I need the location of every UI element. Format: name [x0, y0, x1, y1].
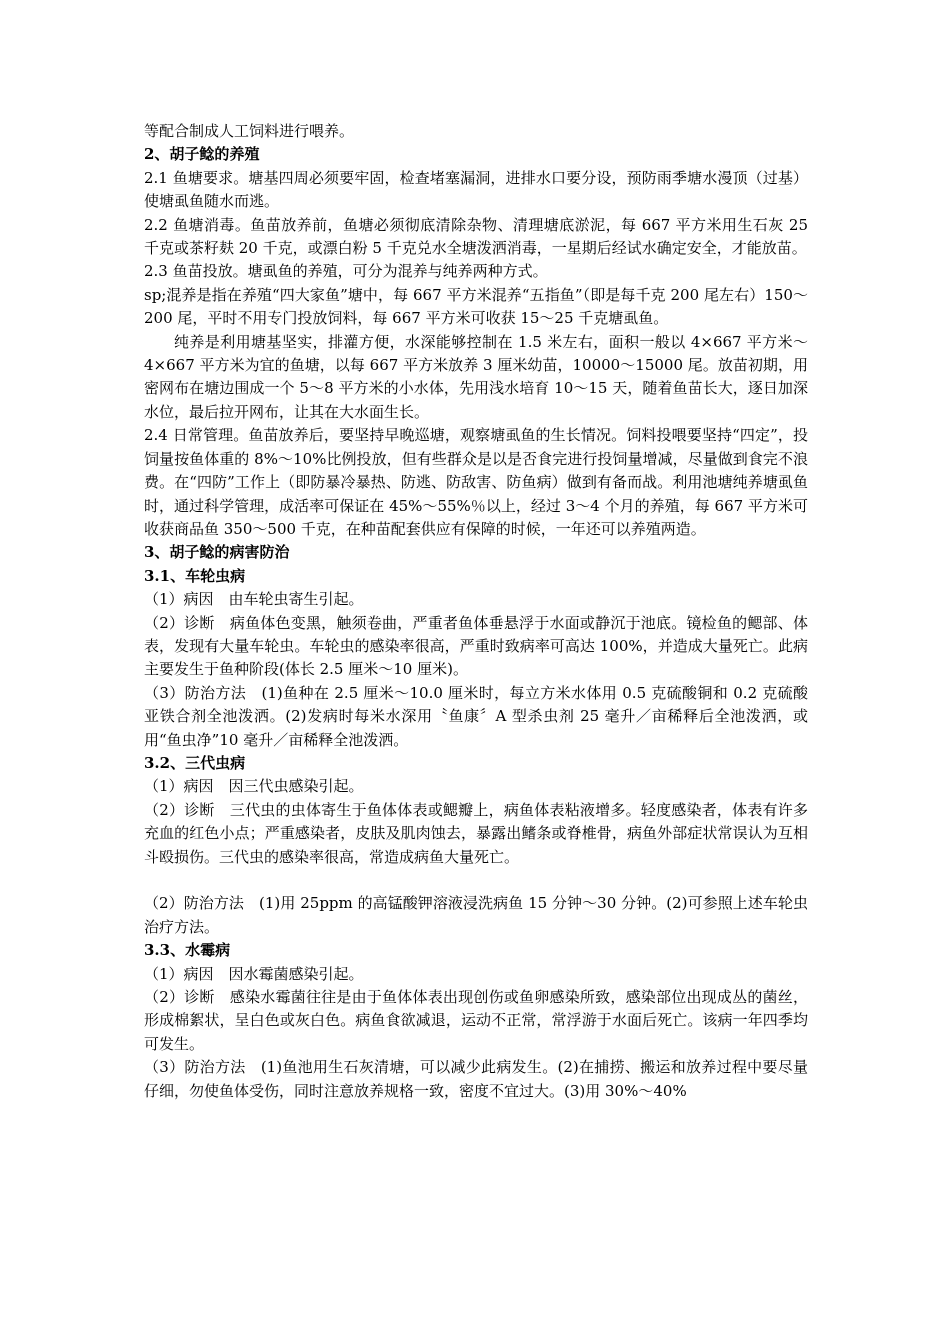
paragraph: 纯养是利用塘基坚实，排灌方便，水深能够控制在 1.5 米左右，面积一般以 4×667 平方米～4×667 平方米为宜的鱼塘，以每 667 平方米放养 3 厘米幼苗，10000～15000 尾。放苗初期，用密网布在塘边围成一个 5～8 平方米的小水体，先用浅水培育 10～15 天，随着鱼苗长大，逐日加深水位，最后拉开网布，让其在大水面生长。 [144, 332, 808, 421]
paragraph: （2）诊断 感染水霉菌往往是由于鱼体体表出现创伤或鱼卵感染所致，感染部位出现成丛的菌丝，形成棉絮状，呈白色或灰白色。病鱼食欲减退，运动不正常，常浮游于水面后死亡。该病一年四季均可发生。 [144, 988, 808, 1053]
paragraph: 2.2 鱼塘消毒。鱼苗放养前，鱼塘必须彻底清除杂物、清理塘底淤泥，每 667 平方米用生石灰 25 千克或茶籽麸 20 千克，或漂白粉 5 千克兑水全塘泼洒消毒，一星期后经试水确定安全，才能放苗。 [144, 215, 808, 258]
blank-line [144, 869, 808, 892]
paragraph: （2）诊断 三代虫的虫体寄生于鱼体体表或鳃瓣上，病鱼体表粘液增多。轻度感染者，体表有许多充血的红色小点；严重感染者，皮肤及肌肉蚀去，暴露出鳍条或脊椎骨，病鱼外部症状常误认为互相斗殴损伤。三代虫的感染率很高，常造成病鱼大量死亡。 [144, 800, 808, 866]
paragraph: （2）诊断 病鱼体色变黑，触须卷曲，严重者鱼体垂悬浮于水面或静沉于池底。镜检鱼的鳃部、体表，发现有大量车轮虫。车轮虫的感染率很高，严重时致病率可高达 100%，并造成大量死亡。此病主要发生于鱼种阶段(体长 2.5 厘米～10 厘米)。 [144, 613, 808, 679]
section-heading: 3.1、车轮虫病 [144, 566, 246, 585]
paragraph: （2）防治方法 (1)用 25ppm 的高锰酸钾溶液浸洗病鱼 15 分钟～30 分钟。(2)可参照上述车轮虫治疗方法。 [144, 894, 808, 936]
section-heading: 2、胡子鲶的养殖 [144, 145, 260, 164]
document-body [144, 120, 808, 1103]
section-heading: 3.3、水霉病 [144, 941, 231, 960]
section-heading: 3.2、三代虫病 [144, 753, 246, 772]
paragraph: 2.3 鱼苗投放。塘虱鱼的养殖，可分为混养与纯养两种方式。 [144, 262, 548, 281]
paragraph: （1）病因 因水霉菌感染引起。 [144, 964, 364, 983]
paragraph: 2.1 鱼塘要求。塘基四周必须要牢固，检查堵塞漏洞，进排水口要分设，预防雨季塘水漫顶（过基）使塘虱鱼随水而逃。 [144, 168, 808, 211]
paragraph: （1）病因 因三代虫感染引起。 [144, 777, 364, 796]
paragraph: 2.4 日常管理。鱼苗放养后，要坚持早晚巡塘，观察塘虱鱼的生长情况。饲料投喂要坚持“四定”，投饲量按鱼体重的 8%～10%比例投放，但有些群众是以是否食完进行投饲量增减，尽量做到食完不浪费。在“四防”工作上（即防暴冷暴热、防逃、防敌害、防鱼病）做到有备而战。利用池塘纯养塘虱鱼时，通过科学管理，成活率可保证在 45%～55%％以上，经过 3～4 个月的养殖，每 667 平方米可收获商品鱼 350～500 千克，在种苗配套供应有保障的时候，一年还可以养殖两造。 [144, 426, 808, 538]
section-heading: 3、胡子鲶的病害防治 [144, 543, 290, 562]
paragraph: sp;混养是指在养殖“四大家鱼”塘中，每 667 平方米混养“五指鱼”（即是每千克 200 尾左右）150～200 尾，平时不用专门投放饲料，每 667 平方米可收获 15～25 千克塘虱鱼。 [144, 285, 808, 328]
paragraph: （1）病因 由车轮虫寄生引起。 [144, 590, 364, 609]
paragraph: 等配合制成人工饲料进行喂养。 [144, 122, 355, 140]
paragraph: （3）防治方法 (1)鱼池用生石灰清塘，可以减少此病发生。(2)在捕捞、搬运和放养过程中要尽量仔细，勿使鱼体受伤，同时注意放养规格一致，密度不宜过大。(3)用 30%～40% [144, 1058, 808, 1100]
paragraph: （3）防治方法 (1)鱼种在 2.5 厘米～10.0 厘米时，每立方米水体用 0.5 克硫酸铜和 0.2 克硫酸亚铁合剂全池泼洒。(2)发病时每米水深用〝鱼康〞A 型杀虫剂 25 毫升／亩稀释后全池泼洒，或用“鱼虫净”10 毫升／亩稀释全池泼洒。 [144, 683, 808, 749]
